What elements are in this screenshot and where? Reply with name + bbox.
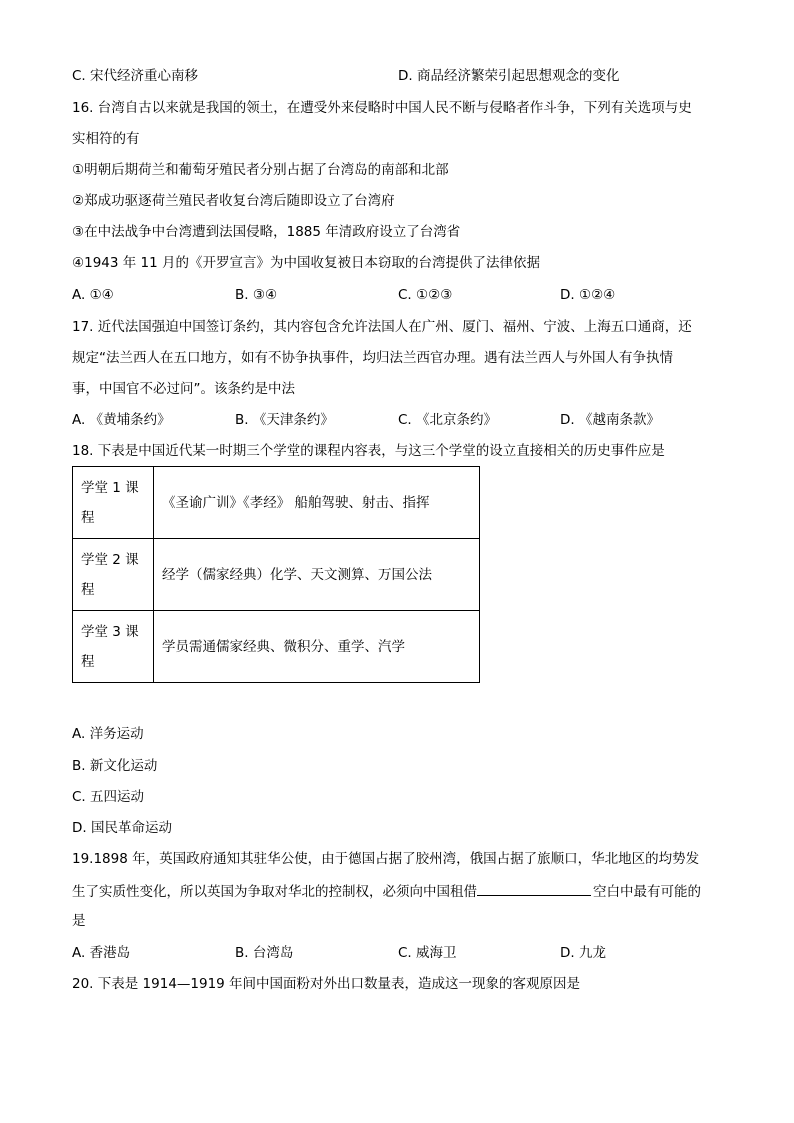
q16-item-1: ①明朝后期荷兰和葡萄牙殖民者分别占据了台湾岛的南部和北部 (72, 162, 449, 178)
q16-item-3: ③在中法战争中台湾遭到法国侵略，1885 年清政府设立了台湾省 (72, 224, 461, 240)
table-row (73, 467, 480, 539)
q19-stem-line1: 19.1898 年，英国政府通知其驻华公使，由于德国占据了胶州湾，俄国占据了旅顺口，华北地区的均势发 (72, 851, 700, 867)
q18-course-table (72, 466, 480, 683)
table-cell-content: 《圣谕广训》《孝经》 船舶驾驶、射击、指挥 (154, 467, 480, 539)
q15-option-c: C. 宋代经济重心南移 (72, 68, 199, 84)
q15-option-d: D. 商品经济繁荣引起思想观念的变化 (398, 68, 620, 84)
q19-stem-line2 (72, 880, 701, 902)
table-cell-content: 经学（儒家经典）化学、天文测算、万国公法 (154, 539, 480, 611)
table-row (73, 539, 480, 611)
table-cell-label: 学堂 3 课程 (73, 611, 154, 683)
answer-blank (477, 880, 591, 896)
q19-option-a: A. 香港岛 (72, 945, 131, 961)
q18-option-c: C. 五四运动 (72, 789, 145, 805)
q19-stem-line2-after: 空白中最有可能的 (593, 884, 701, 900)
q16-stem-line1: 16. 台湾自古以来就是我国的领土，在遭受外来侵略时中国人民不断与侵略者作斗争，下列有关选项与史 (72, 100, 692, 116)
q17-stem-line3: 事，中国官不必过问”。该条约是中法 (72, 381, 295, 397)
table-cell-label: 学堂 2 课程 (73, 539, 154, 611)
q18-option-a: A. 洋务运动 (72, 726, 144, 742)
q16-option-c: C. ①②③ (398, 287, 453, 303)
q17-stem-line1: 17. 近代法国强迫中国签订条约，其内容包含允许法国人在广州、厦门、福州、宁波、上海五口通商，还 (72, 319, 692, 335)
q16-item-4: ④1943 年 11 月的《开罗宣言》为中国收复被日本窃取的台湾提供了法律依据 (72, 255, 541, 271)
table-cell-content: 学员需通儒家经典、微积分、重学、汽学 (154, 611, 480, 683)
q16-option-b: B. ③④ (235, 287, 278, 303)
q19-option-d: D. 九龙 (560, 945, 606, 961)
table-cell-label: 学堂 1 课程 (73, 467, 154, 539)
q17-option-b: B. 《天津条约》 (235, 412, 334, 428)
q16-option-a: A. ①④ (72, 287, 114, 303)
q17-option-a: A. 《黄埔条约》 (72, 412, 171, 428)
q17-option-d: D. 《越南条款》 (560, 412, 660, 428)
q17-option-c: C. 《北京条约》 (398, 412, 498, 428)
q18-option-d: D. 国民革命运动 (72, 820, 172, 836)
q19-stem-line2-before: 生了实质性变化，所以英国为争取对华北的控制权，必须向中国租借 (72, 884, 477, 900)
q20-stem: 20. 下表是 1914—1919 年间中国面粉对外出口数量表，造成这一现象的客观原因是 (72, 976, 581, 992)
q16-option-d: D. ①②④ (560, 287, 616, 303)
q19-option-b: B. 台湾岛 (235, 945, 294, 961)
q17-stem-line2: 规定“法兰西人在五口地方，如有不协争执事件，均归法兰西官办理。遇有法兰西人与外国人有争执情 (72, 350, 673, 366)
table-row (73, 611, 480, 683)
q19-option-c: C. 威海卫 (398, 945, 457, 961)
q19-stem-line3: 是 (72, 913, 86, 929)
q16-item-2: ②郑成功驱逐荷兰殖民者收复台湾后随即设立了台湾府 (72, 193, 395, 209)
q16-stem-line2: 实相符的有 (72, 131, 140, 147)
q18-option-b: B. 新文化运动 (72, 758, 158, 774)
q18-stem: 18. 下表是中国近代某一时期三个学堂的课程内容表，与这三个学堂的设立直接相关的历史事件应是 (72, 443, 665, 459)
